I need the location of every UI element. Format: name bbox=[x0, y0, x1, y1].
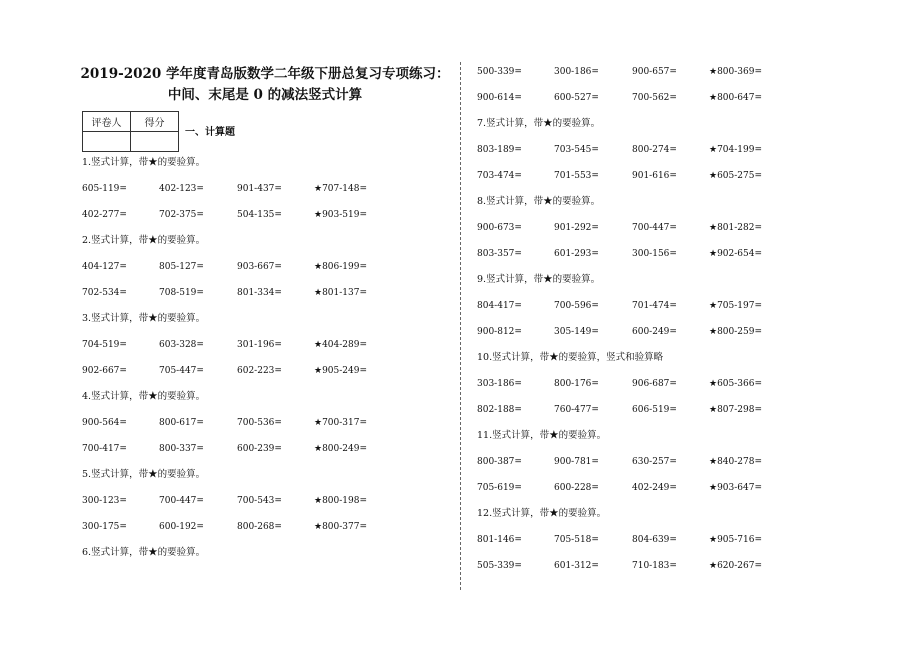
subtraction-problem: 900-673= bbox=[477, 223, 522, 233]
subtraction-problem: 300-175= bbox=[82, 522, 127, 532]
subtraction-problem: 603-328= bbox=[159, 340, 204, 350]
subtraction-problem: 630-257= bbox=[632, 457, 677, 467]
left-column bbox=[82, 156, 368, 572]
check-problem: ★704-199= bbox=[709, 145, 763, 155]
problem-row bbox=[82, 416, 368, 442]
problem-row bbox=[82, 442, 368, 468]
subtraction-problem: 800-617= bbox=[159, 418, 204, 428]
check-problem: ★903-647= bbox=[709, 483, 763, 493]
right-column bbox=[477, 65, 763, 585]
subtraction-problem: 760-477= bbox=[554, 405, 599, 415]
subtraction-problem: 800-274= bbox=[632, 145, 677, 155]
subtraction-problem: 402-277= bbox=[82, 210, 127, 220]
subtraction-problem: 404-127= bbox=[82, 262, 127, 272]
subtraction-problem: 804-639= bbox=[632, 535, 677, 545]
title-line-2: 中间、末尾是 0 的减法竖式计算 bbox=[167, 87, 363, 103]
exercise-instruction: 3.竖式计算，带★的要验算。 bbox=[82, 313, 206, 324]
subtraction-problem: 700-417= bbox=[82, 444, 127, 454]
subtraction-problem: 906-687= bbox=[632, 379, 677, 389]
problem-row bbox=[477, 169, 763, 195]
subtraction-problem: 600-527= bbox=[554, 93, 599, 103]
exercise-instruction: 1.竖式计算，带★的要验算。 bbox=[82, 157, 206, 168]
check-problem: ★840-278= bbox=[709, 457, 763, 467]
problem-row bbox=[477, 91, 763, 117]
exercise-instruction: 4.竖式计算，带★的要验算。 bbox=[82, 391, 206, 402]
subtraction-problem: 902-667= bbox=[82, 366, 127, 376]
subtraction-problem: 600-249= bbox=[632, 327, 677, 337]
subtraction-problem: 300-186= bbox=[554, 67, 599, 77]
check-problem: ★905-716= bbox=[709, 535, 763, 545]
exercise-instruction: 5.竖式计算，带★的要验算。 bbox=[82, 469, 206, 480]
grader-header: 评卷人 bbox=[83, 112, 131, 132]
exercise-instruction: 9.竖式计算，带★的要验算。 bbox=[477, 274, 601, 285]
check-problem: ★902-654= bbox=[709, 249, 763, 259]
check-problem: ★800-647= bbox=[709, 93, 763, 103]
exercise-instruction: 7.竖式计算，带★的要验算。 bbox=[477, 118, 601, 129]
subtraction-problem: 804-417= bbox=[477, 301, 522, 311]
subtraction-problem: 701-474= bbox=[632, 301, 677, 311]
subtraction-problem: 301-196= bbox=[237, 340, 282, 350]
problem-row bbox=[82, 494, 368, 520]
subtraction-problem: 500-339= bbox=[477, 67, 522, 77]
subtraction-problem: 801-146= bbox=[477, 535, 522, 545]
problem-row bbox=[477, 455, 763, 481]
exercise-instruction: 11.竖式计算，带★的要验算。 bbox=[477, 430, 607, 441]
problem-row bbox=[477, 403, 763, 429]
exercise-instruction: 8.竖式计算，带★的要验算。 bbox=[477, 196, 601, 207]
check-problem: ★800-369= bbox=[709, 67, 763, 77]
subtraction-problem: 300-156= bbox=[632, 249, 677, 259]
problem-row bbox=[477, 481, 763, 507]
check-problem: ★905-249= bbox=[314, 366, 368, 376]
problem-row bbox=[477, 65, 763, 91]
problem-row bbox=[82, 208, 368, 234]
subtraction-problem: 901-437= bbox=[237, 184, 282, 194]
subtraction-problem: 601-312= bbox=[554, 561, 599, 571]
subtraction-problem: 710-183= bbox=[632, 561, 677, 571]
subtraction-problem: 702-375= bbox=[159, 210, 204, 220]
grader-cell bbox=[83, 132, 131, 152]
subtraction-problem: 305-149= bbox=[554, 327, 599, 337]
check-problem: ★707-148= bbox=[314, 184, 368, 194]
subtraction-problem: 704-519= bbox=[82, 340, 127, 350]
subtraction-problem: 605-119= bbox=[82, 184, 127, 194]
problem-row bbox=[82, 260, 368, 286]
subtraction-problem: 900-781= bbox=[554, 457, 599, 467]
subtraction-problem: 701-553= bbox=[554, 171, 599, 181]
check-problem: ★801-282= bbox=[709, 223, 763, 233]
exercise-instruction: 10.竖式计算，带★的要验算，竖式和验算略 bbox=[477, 352, 664, 363]
subtraction-problem: 800-337= bbox=[159, 444, 204, 454]
subtraction-problem: 900-614= bbox=[477, 93, 522, 103]
check-problem: ★806-199= bbox=[314, 262, 368, 272]
subtraction-problem: 708-519= bbox=[159, 288, 204, 298]
subtraction-problem: 700-447= bbox=[159, 496, 204, 506]
check-problem: ★620-267= bbox=[709, 561, 763, 571]
check-problem: ★801-137= bbox=[314, 288, 368, 298]
problem-row bbox=[82, 182, 368, 208]
check-problem: ★605-275= bbox=[709, 171, 763, 181]
subtraction-problem: 606-519= bbox=[632, 405, 677, 415]
problem-row bbox=[477, 143, 763, 169]
check-problem: ★800-259= bbox=[709, 327, 763, 337]
subtraction-problem: 504-135= bbox=[237, 210, 282, 220]
problem-row bbox=[477, 559, 763, 585]
title-line-1: 2019-2020 学年度青岛版数学二年级下册总复习专项练习： bbox=[80, 66, 450, 82]
problem-row bbox=[82, 338, 368, 364]
subtraction-problem: 602-223= bbox=[237, 366, 282, 376]
exercise-instruction: 2.竖式计算，带★的要验算。 bbox=[82, 235, 206, 246]
check-problem: ★605-366= bbox=[709, 379, 763, 389]
subtraction-problem: 700-447= bbox=[632, 223, 677, 233]
subtraction-problem: 901-616= bbox=[632, 171, 677, 181]
subtraction-problem: 705-447= bbox=[159, 366, 204, 376]
subtraction-problem: 705-518= bbox=[554, 535, 599, 545]
subtraction-problem: 303-186= bbox=[477, 379, 522, 389]
subtraction-problem: 800-176= bbox=[554, 379, 599, 389]
problem-row bbox=[82, 364, 368, 390]
problem-row bbox=[82, 286, 368, 312]
subtraction-problem: 901-292= bbox=[554, 223, 599, 233]
section-heading: 一、计算题 bbox=[185, 127, 235, 138]
exercise-instruction: 12.竖式计算，带★的要验算。 bbox=[477, 508, 607, 519]
subtraction-problem: 903-667= bbox=[237, 262, 282, 272]
subtraction-problem: 300-123= bbox=[82, 496, 127, 506]
check-problem: ★903-519= bbox=[314, 210, 368, 220]
subtraction-problem: 705-619= bbox=[477, 483, 522, 493]
subtraction-problem: 802-188= bbox=[477, 405, 522, 415]
subtraction-problem: 801-334= bbox=[237, 288, 282, 298]
subtraction-problem: 702-534= bbox=[82, 288, 127, 298]
check-problem: ★807-298= bbox=[709, 405, 763, 415]
check-problem: ★705-197= bbox=[709, 301, 763, 311]
subtraction-problem: 402-123= bbox=[159, 184, 204, 194]
problem-row bbox=[477, 325, 763, 351]
subtraction-problem: 900-564= bbox=[82, 418, 127, 428]
subtraction-problem: 600-239= bbox=[237, 444, 282, 454]
problem-row bbox=[477, 247, 763, 273]
column-divider bbox=[460, 62, 461, 590]
problem-row bbox=[477, 377, 763, 403]
subtraction-problem: 700-562= bbox=[632, 93, 677, 103]
score-cell bbox=[131, 132, 179, 152]
check-problem: ★800-249= bbox=[314, 444, 368, 454]
score-table bbox=[82, 111, 179, 152]
problem-row bbox=[82, 520, 368, 546]
subtraction-problem: 601-293= bbox=[554, 249, 599, 259]
exercise-instruction: 6.竖式计算，带★的要验算。 bbox=[82, 547, 206, 558]
problem-row bbox=[477, 533, 763, 559]
subtraction-problem: 900-812= bbox=[477, 327, 522, 337]
problem-row bbox=[477, 221, 763, 247]
check-problem: ★404-289= bbox=[314, 340, 368, 350]
score-header: 得分 bbox=[131, 112, 179, 132]
subtraction-problem: 505-339= bbox=[477, 561, 522, 571]
subtraction-problem: 703-545= bbox=[554, 145, 599, 155]
subtraction-problem: 803-189= bbox=[477, 145, 522, 155]
subtraction-problem: 700-543= bbox=[237, 496, 282, 506]
subtraction-problem: 700-536= bbox=[237, 418, 282, 428]
check-problem: ★700-317= bbox=[314, 418, 368, 428]
check-problem: ★800-198= bbox=[314, 496, 368, 506]
subtraction-problem: 900-657= bbox=[632, 67, 677, 77]
subtraction-problem: 600-192= bbox=[159, 522, 204, 532]
subtraction-problem: 703-474= bbox=[477, 171, 522, 181]
subtraction-problem: 805-127= bbox=[159, 262, 204, 272]
problem-row bbox=[477, 299, 763, 325]
subtraction-problem: 803-357= bbox=[477, 249, 522, 259]
subtraction-problem: 700-596= bbox=[554, 301, 599, 311]
subtraction-problem: 600-228= bbox=[554, 483, 599, 493]
check-problem: ★800-377= bbox=[314, 522, 368, 532]
subtraction-problem: 800-387= bbox=[477, 457, 522, 467]
subtraction-problem: 800-268= bbox=[237, 522, 282, 532]
subtraction-problem: 402-249= bbox=[632, 483, 677, 493]
page-title bbox=[80, 64, 450, 106]
